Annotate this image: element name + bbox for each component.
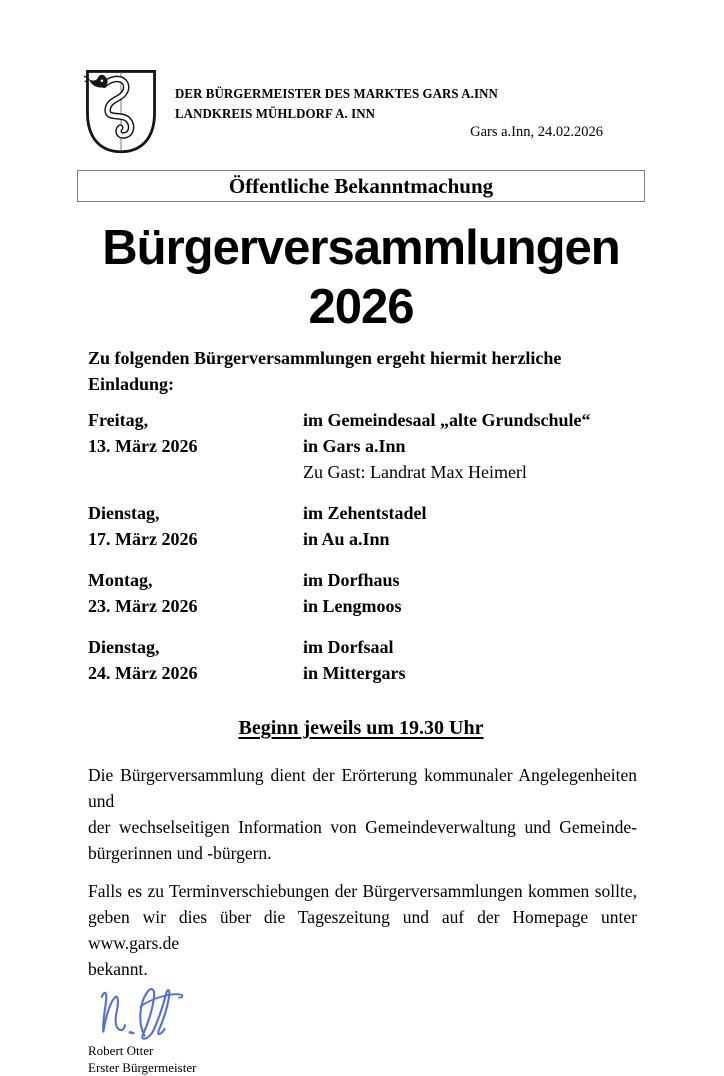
- schedule-venue: im Dorfhaus: [303, 570, 400, 590]
- schedule-venue: im Dorfsaal: [303, 637, 394, 657]
- schedule-date-column: [88, 500, 303, 552]
- main-title-line2: 2026: [308, 280, 414, 334]
- paragraph-line: der wechselseitigen Information von Gemeindeverwaltung und Gemeinde-: [88, 817, 637, 837]
- invitation-intro: Zu folgenden Bürgerversammlungen ergeht hiermit herzliche Einladung:: [88, 348, 562, 394]
- schedule-location-column: [303, 567, 645, 619]
- letterhead-text: [175, 85, 498, 125]
- paragraph-line: bürgerinnen und -bürgern.: [88, 843, 272, 863]
- schedule-row: [88, 500, 645, 552]
- paragraph-line: Falls es zu Terminverschiebungen der Bürgerversammlungen kommen sollte,: [88, 881, 637, 901]
- schedule-location-column: [303, 634, 645, 686]
- main-title: [77, 219, 645, 337]
- paragraph-line: Die Bürgerversammlung dient der Erörterung kommunaler Angelegenheiten und: [88, 765, 637, 811]
- signer-name: Robert Otter: [88, 1043, 154, 1058]
- place-date-line: Gars a.Inn, 24.02.2026: [470, 124, 603, 140]
- schedule-day: Freitag,: [88, 410, 149, 430]
- rescheduling-paragraph: [88, 878, 637, 982]
- announcement-box: [77, 170, 645, 202]
- schedule-day: Dienstag,: [88, 637, 160, 657]
- paragraph-line: geben wir dies über die Tageszeitung und auf der Homepage unter www.gars.de: [88, 907, 637, 953]
- schedule-date: 13. März 2026: [88, 436, 198, 456]
- schedule-place: in Lengmoos: [303, 596, 402, 616]
- schedule-date-column: [88, 407, 303, 485]
- main-title-line1: Bürgerversammlungen: [102, 221, 620, 275]
- start-time-text: Beginn jeweils um 19.30 Uhr: [238, 717, 484, 739]
- schedule-place: in Gars a.Inn: [303, 436, 406, 456]
- schedule-row: [88, 567, 645, 619]
- schedule-day: Montag,: [88, 570, 153, 590]
- schedule-day: Dienstag,: [88, 503, 160, 523]
- coat-of-arms-snake-shield-icon: [82, 64, 160, 160]
- paragraph-line: bekannt.: [88, 959, 148, 979]
- schedule-location-column: [303, 407, 645, 485]
- schedule-date: 17. März 2026: [88, 529, 198, 549]
- signer-role: Erster Bürgermeister: [88, 1060, 197, 1075]
- schedule-row: [88, 634, 645, 686]
- schedule-date-column: [88, 567, 303, 619]
- schedule-place: in Mittergars: [303, 663, 406, 683]
- schedule-row: [88, 407, 645, 485]
- schedule-guest-note: Zu Gast: Landrat Max Heimerl: [303, 462, 527, 482]
- schedule-venue: im Gemeindesaal „alte Grundschule“: [303, 410, 591, 430]
- schedule-venue: im Zehentstadel: [303, 503, 427, 523]
- announcement-box-label: Öffentliche Bekanntmachung: [228, 173, 494, 198]
- letterhead: [77, 64, 645, 158]
- meeting-schedule: [88, 407, 645, 686]
- letterhead-line2: LANDKREIS MÜHLDORF A. INN: [175, 107, 376, 122]
- signature-block: [88, 984, 645, 1076]
- schedule-date: 23. März 2026: [88, 596, 198, 616]
- schedule-date-column: [88, 634, 303, 686]
- purpose-paragraph: [88, 762, 637, 866]
- schedule-date: 24. März 2026: [88, 663, 198, 683]
- schedule-place: in Au a.Inn: [303, 529, 390, 549]
- letterhead-line1: DER BÜRGERMEISTER DES MARKTES GARS A.INN: [175, 87, 498, 102]
- handwritten-signature: [90, 984, 194, 1042]
- schedule-location-column: [303, 500, 645, 552]
- start-time-line: [77, 714, 645, 742]
